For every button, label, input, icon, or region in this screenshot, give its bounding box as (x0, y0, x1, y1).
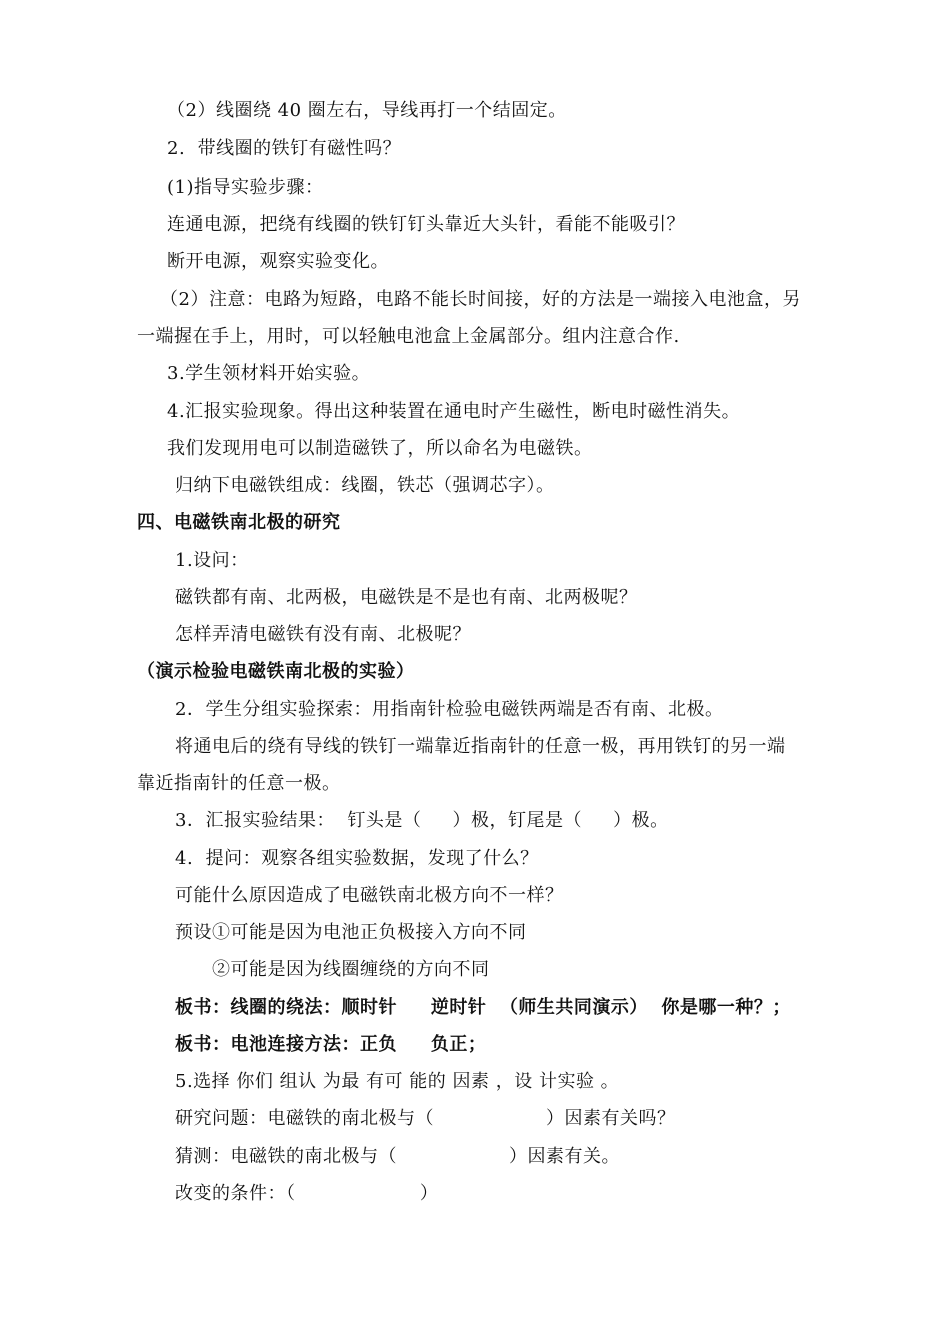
board-note: 板书：线圈的绕法：顺时针 逆时针 （师生共同演示） 你是哪一种？； (175, 997, 791, 1018)
text-line: ②可能是因为线圈缠绕的方向不同 (212, 959, 490, 980)
text-line: 5.选择 你们 组认 为最 有可 能的 因素 ，设 计实验 。 (175, 1071, 620, 1092)
text-line: 断开电源，观察实验变化。 (167, 251, 389, 272)
text-line: （2）注意：电路为短路，电路不能长时间接，好的方法是一端接入电池盒，另 (160, 289, 801, 310)
section-heading: 四、电磁铁南北极的研究 (137, 512, 341, 533)
text-line: 改变的条件：（ ） (175, 1183, 439, 1204)
text-line: (1)指导实验步骤： (167, 177, 324, 198)
text-line: 怎样弄清电磁铁有没有南、北极呢？ (175, 624, 471, 645)
text-line: 靠近指南针的任意一极。 (137, 773, 341, 794)
text-line: （2）线圈绕 40 圈左右，导线再打一个结固定。 (167, 100, 567, 121)
text-line: 我们发现用电可以制造磁铁了，所以命名为电磁铁。 (167, 438, 593, 459)
text-line: 将通电后的绕有导线的铁钉一端靠近指南针的任意一极，再用铁钉的另一端 (175, 736, 786, 757)
text-line: 4. 提问：观察各组实验数据，发现了什么？ (175, 848, 539, 869)
text-line: 一端握在手上，用时，可以轻触电池盒上金属部分。组内注意合作. (137, 326, 680, 347)
text-line: 2．学生分组实验探索：用指南针检验电磁铁两端是否有南、北极。 (175, 699, 724, 720)
board-note: 板书：电池连接方法：正负 负正； (175, 1034, 487, 1055)
text-line: 1.设问： (175, 550, 249, 571)
text-line: 连通电源，把绕有线圈的铁钉钉头靠近大头针，看能不能吸引？ (167, 214, 685, 235)
demo-heading: （演示检验电磁铁南北极的实验） (137, 661, 415, 682)
text-line: 猜测：电磁铁的南北极与（ ）因素有关。 (175, 1146, 620, 1167)
text-line: 4.汇报实验现象。得出这种装置在通电时产生磁性，断电时磁性消失。 (167, 401, 741, 422)
text-line: 归纳下电磁铁组成：线圈，铁芯（强调芯字）。 (175, 475, 555, 496)
text-line: 2. 带线圈的铁钉有磁性吗？ (167, 138, 402, 159)
text-line: 3．汇报实验结果： 钉头是（ ）极，钉尾是（ ）极。 (175, 810, 669, 831)
text-line: 可能什么原因造成了电磁铁南北极方向不一样？ (175, 885, 564, 906)
text-line: 3.学生领材料开始实验。 (167, 363, 371, 384)
text-line: 研究问题：电磁铁的南北极与（ ）因素有关吗？ (175, 1108, 676, 1129)
text-line: 磁铁都有南、北两极，电磁铁是不是也有南、北两极呢？ (175, 587, 638, 608)
text-line: 预设①可能是因为电池正负极接入方向不同 (175, 922, 527, 943)
